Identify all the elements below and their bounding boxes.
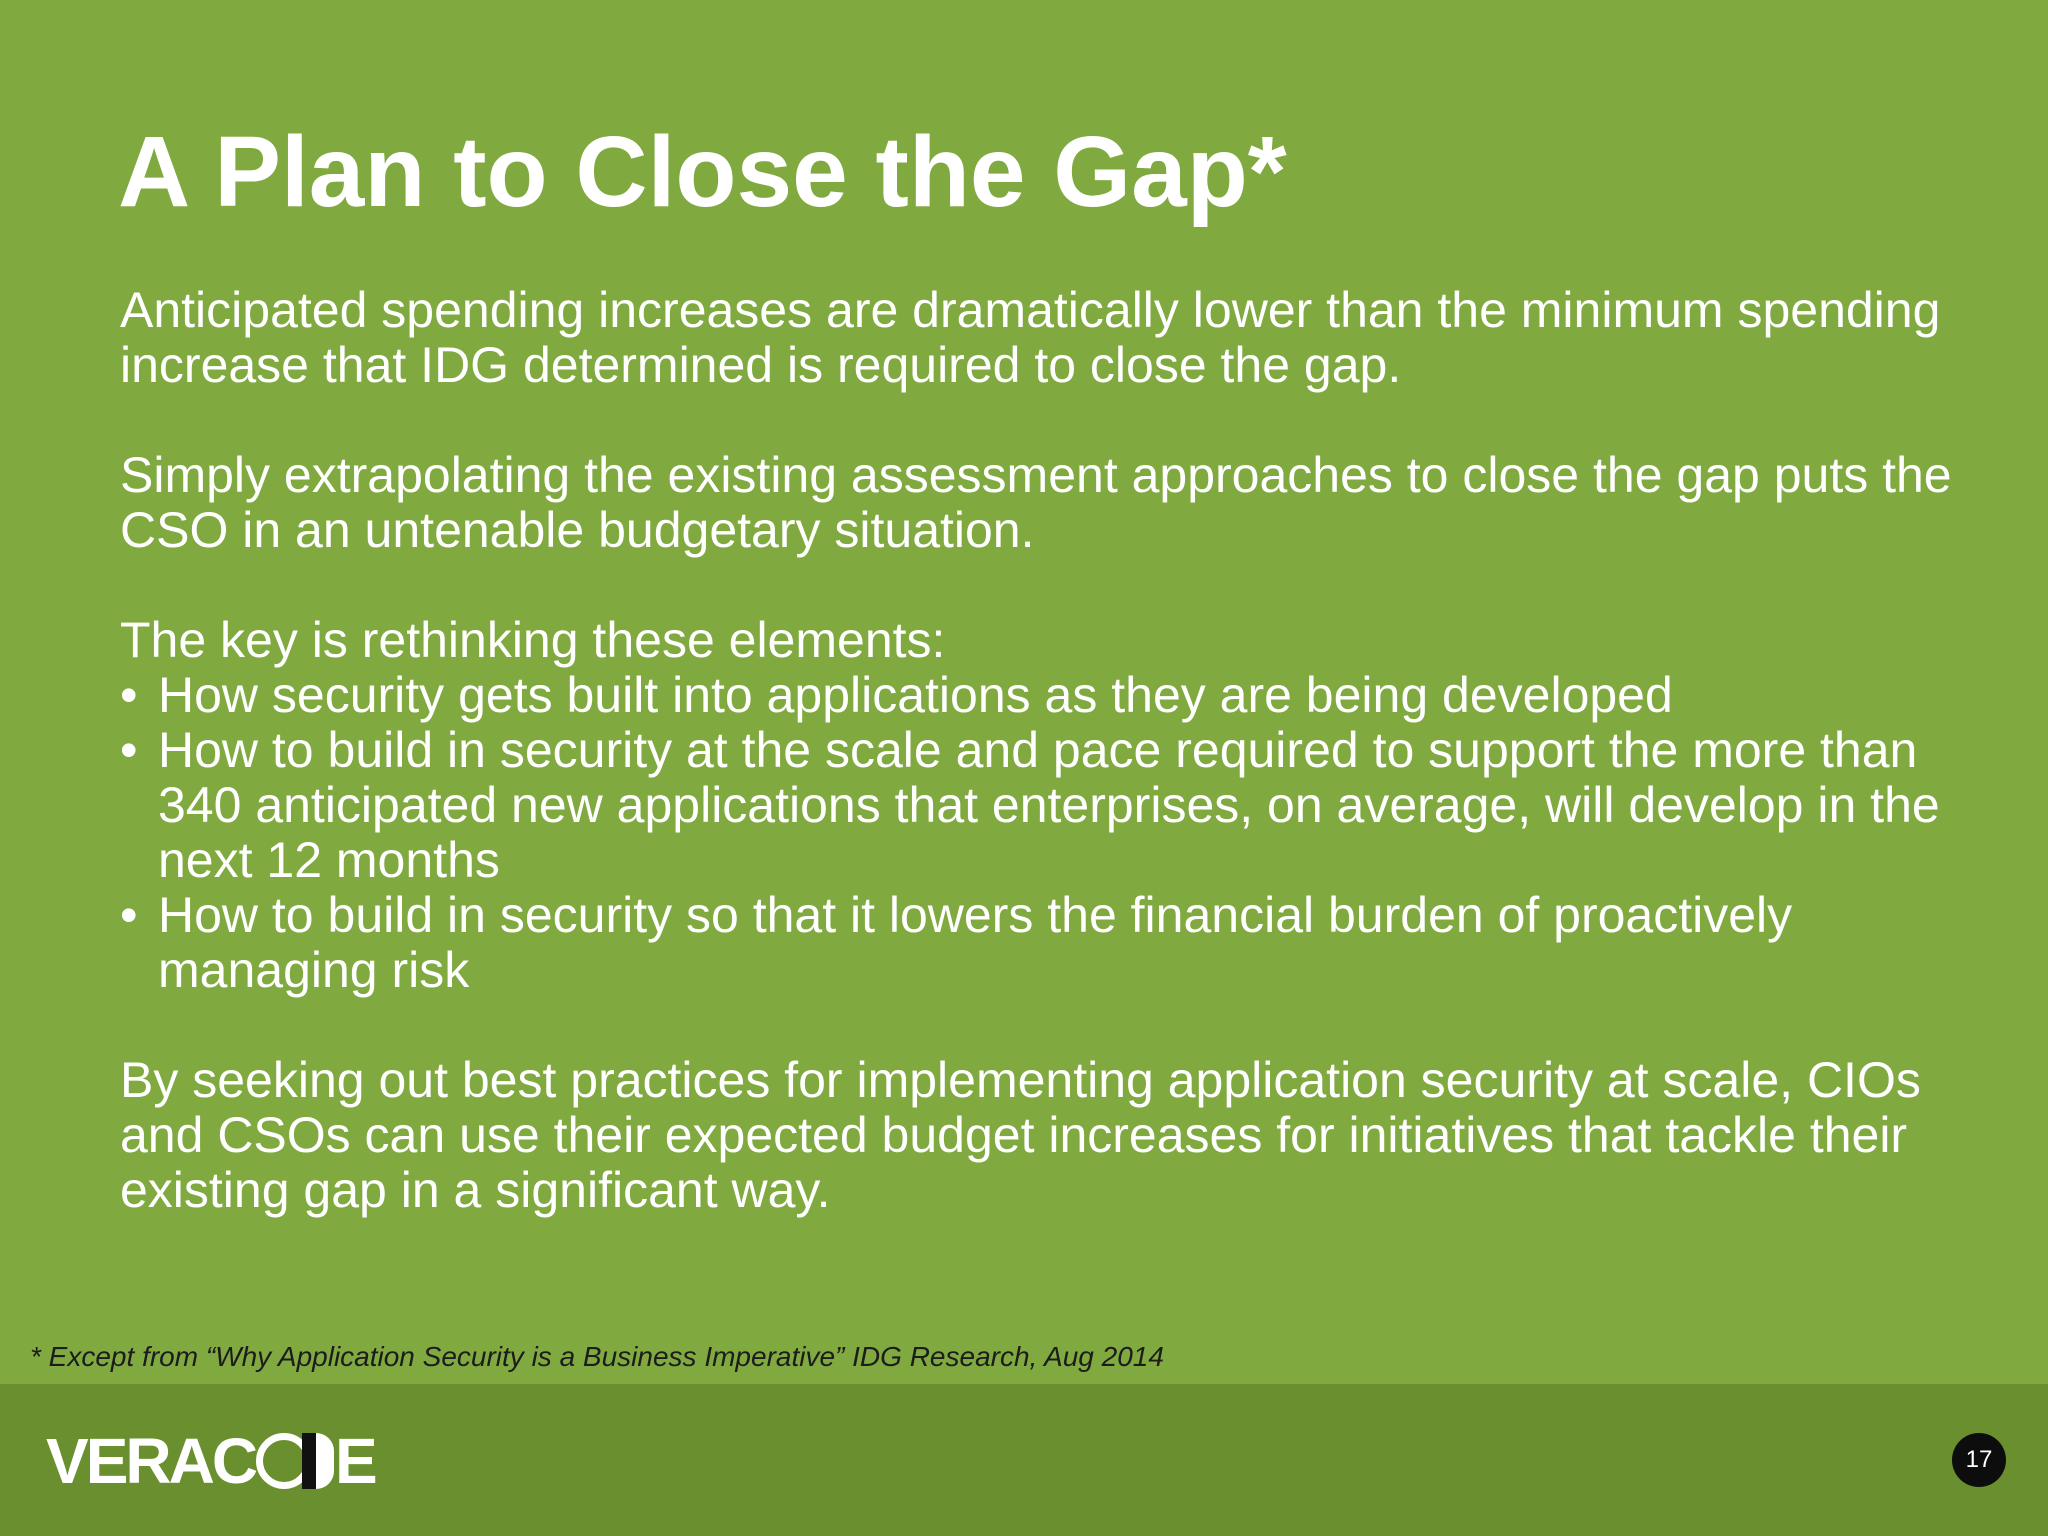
bullet-icon: • xyxy=(120,722,138,778)
paragraph-spacer xyxy=(120,393,2000,448)
logo-d-icon xyxy=(316,1433,334,1489)
logo-od-mark-icon xyxy=(256,1433,334,1489)
veracode-logo xyxy=(46,1426,375,1496)
footnote: * Except from “Why Application Security is a Business Imperative” IDG Research, Aug 2014 xyxy=(30,1341,1164,1372)
bullet-icon: • xyxy=(120,667,138,723)
bullet-item xyxy=(120,888,2000,998)
page-number-badge: 17 xyxy=(1952,1433,2006,1487)
bullet-text: How to build in security so that it lowers the financial burden of proactively managing risk xyxy=(158,887,1793,998)
paragraph-best-practices: By seeking out best practices for implementing application security at scale, CIOs and CSOs can use their expected budget increases for initiatives that tackle their existing gap in a significant way. xyxy=(120,1052,1921,1218)
bullet-list xyxy=(120,668,2000,998)
logo-text-right: E xyxy=(335,1425,375,1497)
bullet-item xyxy=(120,668,2000,723)
logo-text-left: VERAC xyxy=(46,1425,256,1497)
paragraph-spacer xyxy=(120,998,2000,1053)
slide-title: A Plan to Close the Gap* xyxy=(118,116,1287,228)
paragraph-spacer xyxy=(120,558,2000,613)
bullet-icon: • xyxy=(120,887,138,943)
paragraph-extrapolating: Simply extrapolating the existing assessment approaches to close the gap puts the CSO in an untenable budgetary situation. xyxy=(120,447,1952,558)
bullet-text: How security gets built into applications as they are being developed xyxy=(158,667,1673,723)
list-intro: The key is rethinking these elements: xyxy=(120,612,946,668)
slide-body xyxy=(120,283,2000,1218)
bullet-item xyxy=(120,723,2000,888)
logo-bar-icon xyxy=(302,1433,316,1489)
footer-band xyxy=(0,1384,2048,1536)
paragraph-spending: Anticipated spending increases are dramatically lower than the minimum spending increase that IDG determined is required to close the gap. xyxy=(120,282,1941,393)
bullet-text: How to build in security at the scale and pace required to support the more than 340 anticipated new applications that enterprises, on average, will develop in the next 12 months xyxy=(158,722,1940,888)
